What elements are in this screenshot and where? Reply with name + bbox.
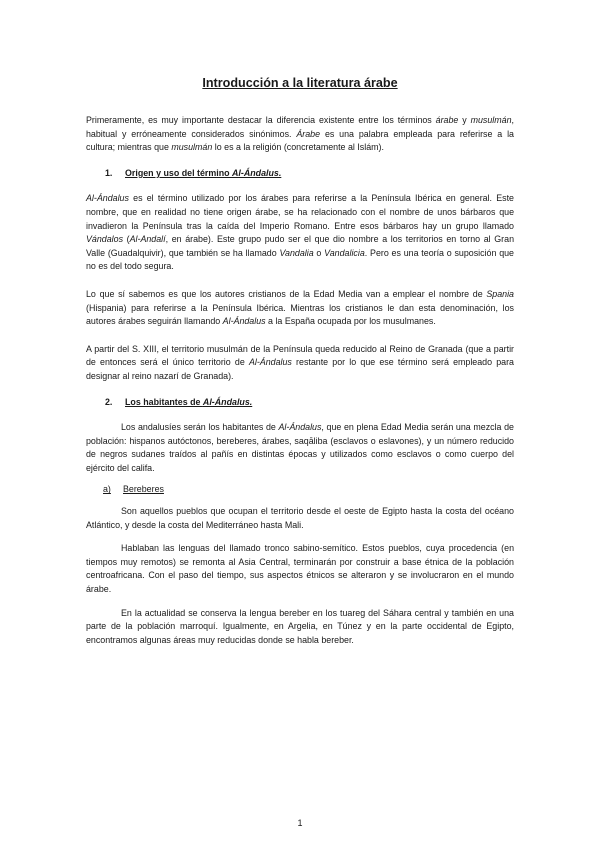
term-arabe-2: Árabe	[296, 128, 321, 139]
term-musulman: musulmán	[470, 115, 512, 125]
term: Al-Ándalus	[222, 316, 266, 327]
document-title: Introducción a la literatura árabe	[202, 76, 398, 90]
text: A partir del S. XIII, el territorio musulmán de la Península queda reducido al Reino de Granada (que a partir de entonces será el único territorio de	[86, 343, 514, 368]
section-2-heading-text: Los habitantes de	[125, 396, 203, 407]
text: (	[123, 234, 130, 245]
section-1-heading	[86, 167, 514, 181]
term: Al-Andalí	[129, 234, 166, 245]
subsection-a-paragraph-2: Hablaban las lenguas del llamado tronco sabino-semítico. Estos pueblos, cuya procedencia (en tiempos muy remotos) se remonta al Asia Central, terminarán por construir a base étnica de la población centroafricana. Con el paso del tiempo, sus aspectos étnicos se alteraron y se involucraron en el mundo árabe.	[86, 543, 514, 595]
subsection-a-title: Bereberes	[123, 484, 164, 495]
section-2-heading	[86, 396, 514, 410]
text: es el término utilizado por los árabes para referirse a la Península Ibérica en general. Este nombre, que en realidad no tiene origen árabe, se ha relacionado con el nombre de unos bárbaros que invadieron la Península tras la caída del Imperio Romano. Entre esos bárbaros hay un grupo llamado	[86, 193, 514, 231]
term: Vandalia	[279, 247, 314, 258]
intro-text-5: lo es a la religión (concretamente al Islám).	[212, 142, 384, 153]
text: Los andalusíes serán los habitantes de	[121, 422, 279, 433]
term: Spania	[486, 288, 514, 299]
text: , en árabe). Este grupo pudo ser el que dio nombre a los territorios en torno al Gran Valle (Guadalquivir), que también se ha llamado	[86, 234, 515, 258]
text: o	[313, 247, 325, 258]
subsection-a-number: a)	[103, 484, 111, 495]
term: Al-Ándalus	[278, 422, 322, 433]
subsection-a-paragraph-3: En la actualidad se conserva la lengua bereber en los tuareg del Sáhara central y también en una parte de la población marroquí. Igualmente, en Argelia, en Túnez y en la parte occidental de Egipto, encontramos algunas áreas muy reducidas donde se habla bereber.	[86, 607, 514, 645]
text: . Pero es una teoría o suposición que no es del todo segura.	[86, 247, 514, 272]
text: Lo que sí sabemos es que los autores cristianos de la Edad Media van a emplear el nombre de	[86, 288, 487, 299]
subsection-a-paragraph-1: Son aquellos pueblos que ocupan el territorio desde el oeste de Egipto hasta la costa del océano Atlántico, y desde la costa del Mediterráneo hasta Mali.	[86, 506, 514, 530]
intro-text-2: y	[458, 115, 471, 125]
term-arabe: árabe	[435, 115, 459, 125]
section-1-paragraph-3	[86, 343, 514, 384]
section-1-heading-term: Al-Ándalus.	[232, 167, 282, 178]
section-1-paragraph-2	[86, 288, 514, 329]
page-number: 1	[297, 818, 303, 828]
document-body	[86, 76, 514, 647]
term: Al-Ándalus	[248, 357, 292, 368]
intro-text-3: , habitual y erróneamente considerados sinónimos.	[86, 115, 515, 139]
section-2-number: 2.	[105, 396, 113, 407]
section-2-heading-term: Al-Ándalus.	[202, 396, 253, 407]
term: Al-Ándalus	[86, 193, 129, 204]
section-1-number: 1.	[105, 167, 113, 178]
text: restante por lo que ese término será empleado para designar al reino nazarí de Granada).	[86, 357, 514, 381]
subsection-a-heading	[86, 483, 514, 497]
text: a la España ocupada por los musulmanes.	[265, 316, 436, 327]
section-1-paragraph-1	[86, 192, 514, 274]
term-musulman-2: musulmán	[171, 142, 213, 153]
section-2-paragraph-1	[86, 421, 514, 475]
intro-text-4: es una palabra empleada para referirse a la cultura; mientras que	[86, 128, 514, 153]
intro-paragraph	[86, 114, 514, 155]
intro-text-1: Primeramente, es muy importante destacar la diferencia existente entre los términos	[86, 115, 436, 125]
term: Vandalicia	[324, 247, 365, 258]
text: , que en plena Edad Media serán una mezcla de población: hispanos autóctonos, bereberes, árabes, saqāliba (esclavos o eslavones), y un número reducido de negros sudanes traídos al pañís en distintas épocas y utilizados como esclavos o como cuerpo del ejército del califa.	[86, 422, 514, 473]
text: (Hispania) para referirse a la Península Ibérica. Mientras los cristianos le dan esta denominación, los autores árabes seguirán llamando	[86, 302, 514, 327]
term: Vándalos	[86, 234, 124, 245]
section-1-heading-text: Origen y uso del término	[125, 167, 233, 178]
